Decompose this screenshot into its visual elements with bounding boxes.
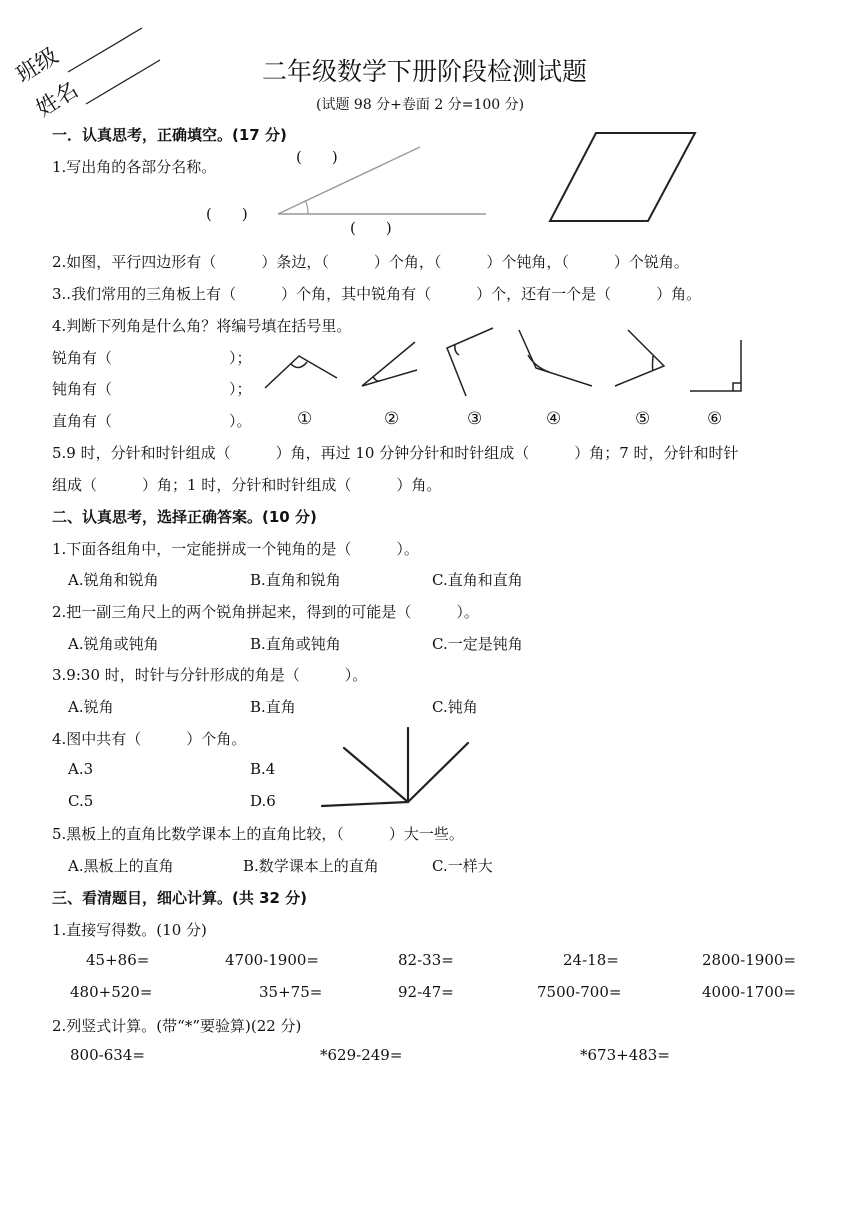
angle-blank-upper: ( ) — [296, 148, 338, 166]
s2-q3: 3.9:30 时，时针与分针形成的角是（ ）。 — [52, 666, 368, 684]
s2-q4-opt-c: C.5 — [68, 792, 94, 810]
s2-q3-opt-a: A.锐角 — [68, 698, 114, 716]
name-label: 姓名 — [32, 77, 83, 123]
angle-number-1: ① — [297, 409, 313, 429]
s2-q4-opt-b: B.4 — [250, 760, 276, 778]
page-subtitle: (试题 98 分+卷面 2 分=100 分) — [316, 97, 525, 113]
s3-q1: 1.直接写得数。(10 分) — [52, 921, 207, 939]
s2-q5-opt-c: C.一样大 — [432, 857, 493, 875]
obtuse-angle-label: 钝角有（ — [52, 380, 113, 398]
s1-q1: 1.写出角的各部分名称。 — [52, 158, 217, 176]
parallelogram-figure — [548, 130, 698, 226]
s2-q4: 4.图中共有（ ）个角。 — [52, 730, 247, 748]
calc-item: 45+86= — [86, 951, 150, 969]
section1-heading: 一．认真思考，正确填空。(17 分) — [52, 126, 287, 144]
s2-q3-opt-b: B.直角 — [250, 698, 296, 716]
s1-q5-line2: 组成（ ）角；1 时，分针和时针组成（ ）角。 — [52, 476, 442, 494]
class-label: 班级 — [12, 43, 63, 89]
signature-lines — [0, 0, 200, 120]
s1-q2: 2.如图，平行四边形有（ ）条边，（ ）个角，（ ）个钝角，（ ）个锐角。 — [52, 253, 689, 271]
s2-q1-opt-a: A.锐角和锐角 — [68, 571, 159, 589]
s2-q2-opt-b: B.直角或钝角 — [250, 635, 341, 653]
s2-q5-opt-a: A.黑板上的直角 — [68, 857, 174, 875]
angle-number-3: ③ — [467, 409, 483, 429]
right-angle-end: ）。 — [229, 412, 252, 430]
page-title: 二年级数学下册阶段检测试题 — [262, 57, 588, 86]
calc-item: 2800-1900= — [702, 951, 796, 969]
vertical-calc-item: *629-249= — [320, 1046, 403, 1064]
angle-number-6: ⑥ — [707, 409, 723, 429]
rays-figure — [320, 725, 480, 815]
s2-q2: 2.把一副三角尺上的两个锐角拼起来，得到的可能是（ ）。 — [52, 603, 479, 621]
right-angle-label: 直角有（ — [52, 412, 113, 430]
s2-q5: 5.黑板上的直角比数学课本上的直角比较，（ ）大一些。 — [52, 825, 464, 843]
acute-angle-label: 锐角有（ — [52, 349, 113, 367]
angle-number-4: ④ — [546, 409, 562, 429]
s2-q2-opt-a: A.锐角或钝角 — [68, 635, 159, 653]
s2-q4-opt-d: D.6 — [250, 792, 276, 810]
s3-q2: 2.列竖式计算。(带“*”要验算)(22 分) — [52, 1017, 302, 1035]
six-angles-figure — [255, 320, 755, 400]
s1-q3: 3..我们常用的三角板上有（ ）个角，其中锐角有（ ）个，还有一个是（ ）角。 — [52, 285, 702, 303]
s2-q1-opt-c: C.直角和直角 — [432, 571, 523, 589]
vertical-calc-item: 800-634= — [70, 1046, 145, 1064]
s1-q5-line1: 5.9 时，分针和时针组成（ ）角，再过 10 分钟分针和时针组成（ ）角；7 时，分针和时针 — [52, 444, 739, 462]
angle-number-2: ② — [384, 409, 400, 429]
calc-item: 35+75= — [259, 983, 323, 1001]
calc-item: 24-18= — [563, 951, 619, 969]
acute-angle-end: ）； — [229, 349, 252, 367]
s2-q1: 1.下面各组角中，一定能拼成一个钝角的是（ ）。 — [52, 540, 419, 558]
s2-q3-opt-c: C.钝角 — [432, 698, 478, 716]
vertical-calc-item: *673+483= — [580, 1046, 670, 1064]
calc-item: 92-47= — [398, 983, 454, 1001]
angle-number-5: ⑤ — [635, 409, 651, 429]
angle-blank-lower: ( ) — [350, 219, 392, 237]
s1-q4: 4.判断下列角是什么角？将编号填在括号里。 — [52, 317, 352, 335]
section3-heading: 三、看清题目，细心计算。(共 32 分) — [52, 889, 308, 907]
calc-item: 82-33= — [398, 951, 454, 969]
s2-q5-opt-b: B.数学课本上的直角 — [243, 857, 379, 875]
angle-blank-vertex: ( ) — [206, 205, 248, 223]
calc-item: 4000-1700= — [702, 983, 796, 1001]
section2-heading: 二、认真思考，选择正确答案。(10 分) — [52, 508, 317, 526]
s2-q4-opt-a: A.3 — [68, 760, 94, 778]
s2-q2-opt-c: C.一定是钝角 — [432, 635, 523, 653]
calc-item: 4700-1900= — [225, 951, 319, 969]
s2-q1-opt-b: B.直角和锐角 — [250, 571, 341, 589]
calc-item: 7500-700= — [537, 983, 622, 1001]
calc-item: 480+520= — [70, 983, 153, 1001]
obtuse-angle-end: ）； — [229, 380, 252, 398]
